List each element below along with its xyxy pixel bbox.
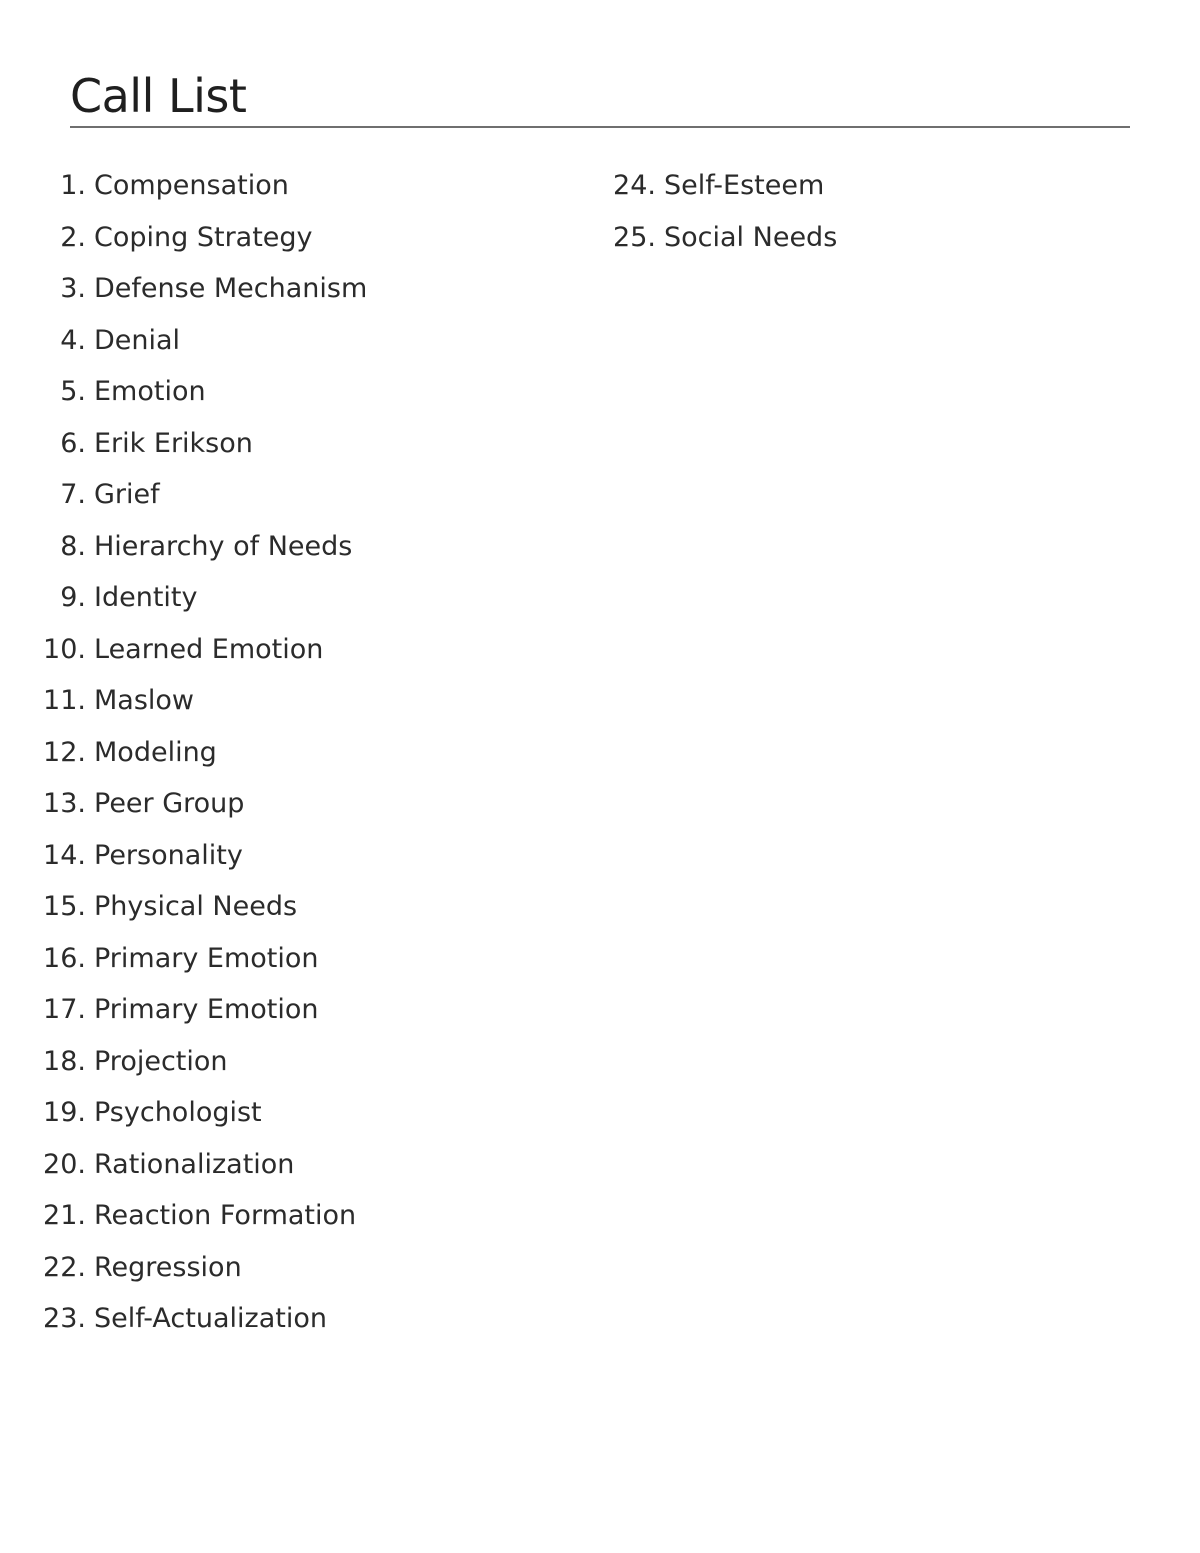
item-term: Self-Esteem (664, 170, 825, 201)
item-number: 5. (60, 376, 86, 407)
item-number: 24. (613, 170, 656, 201)
item-number: 18. (43, 1045, 86, 1077)
item-number: 8. (60, 530, 86, 562)
item-term: Coping Strategy (94, 221, 313, 253)
item-number: 13. (43, 788, 86, 819)
list-item (0, 315, 560, 367)
list-item (0, 160, 560, 212)
list-item (0, 1293, 560, 1345)
item-term: Rationalization (94, 1148, 295, 1180)
item-term: Self-Actualization (94, 1303, 327, 1334)
item-term: Peer Group (94, 788, 245, 819)
item-term: Emotion (94, 376, 206, 407)
list-item (0, 572, 560, 624)
list-item (0, 469, 560, 521)
list-item (0, 1087, 560, 1139)
item-number: 7. (60, 479, 86, 510)
item-number: 3. (60, 273, 86, 304)
item-term: Projection (94, 1045, 228, 1077)
item-term: Grief (94, 479, 160, 510)
item-term: Reaction Formation (94, 1200, 357, 1231)
item-term: Maslow (94, 685, 195, 716)
item-term: Learned Emotion (94, 633, 324, 665)
list-item (570, 160, 1130, 212)
item-term: Primary Emotion (94, 942, 319, 974)
item-term: Regression (94, 1251, 242, 1283)
item-term: Primary Emotion (94, 994, 319, 1025)
item-number: 23. (43, 1303, 86, 1334)
item-term: Hierarchy of Needs (94, 530, 353, 562)
list-item (0, 830, 560, 882)
item-number: 11. (43, 685, 86, 716)
list-item (0, 675, 560, 727)
item-term: Personality (94, 839, 243, 871)
list-item (0, 263, 560, 315)
item-term: Erik Erikson (94, 427, 253, 459)
item-number: 4. (60, 324, 86, 356)
item-number: 17. (43, 994, 86, 1025)
item-number: 19. (43, 1097, 86, 1128)
list-item (0, 521, 560, 573)
list-item (0, 881, 560, 933)
list-item (0, 933, 560, 985)
item-number: 10. (43, 633, 86, 665)
list-item (0, 1139, 560, 1191)
item-term: Identity (94, 582, 198, 613)
list-item (570, 212, 1130, 264)
item-term: Physical Needs (94, 891, 298, 922)
item-term: Psychologist (94, 1097, 262, 1128)
page-title: Call List (70, 69, 247, 123)
item-term: Modeling (94, 736, 217, 768)
item-number: 22. (43, 1251, 86, 1283)
list-item (0, 1036, 560, 1088)
item-number: 16. (43, 942, 86, 974)
list-item (0, 1190, 560, 1242)
item-number: 1. (60, 170, 86, 201)
list-item (0, 366, 560, 418)
item-number: 9. (60, 582, 86, 613)
item-term: Denial (94, 324, 181, 356)
call-list-column-2 (570, 160, 1130, 263)
item-number: 25. (613, 221, 656, 253)
item-term: Social Needs (664, 221, 838, 253)
list-item (0, 624, 560, 676)
item-number: 21. (43, 1200, 86, 1231)
list-item (0, 984, 560, 1036)
list-item (0, 778, 560, 830)
list-item (0, 418, 560, 470)
item-number: 6. (60, 427, 86, 459)
item-term: Defense Mechanism (94, 273, 368, 304)
item-number: 14. (43, 839, 86, 871)
item-number: 15. (43, 891, 86, 922)
call-list-column-1 (0, 160, 560, 1345)
item-term: Compensation (94, 170, 289, 201)
list-item (0, 727, 560, 779)
item-number: 2. (60, 221, 86, 253)
title-underline (70, 126, 1130, 128)
item-number: 12. (43, 736, 86, 768)
item-number: 20. (43, 1148, 86, 1180)
list-item (0, 1242, 560, 1294)
list-item (0, 212, 560, 264)
